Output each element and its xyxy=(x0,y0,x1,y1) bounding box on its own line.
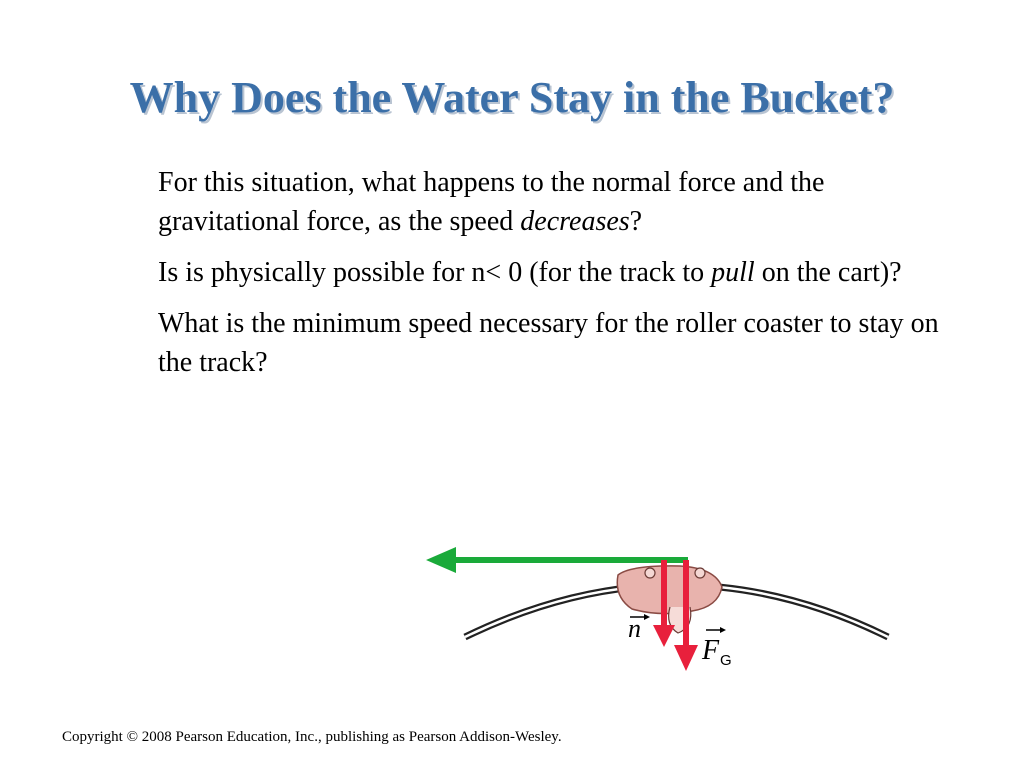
question-3 xyxy=(158,304,958,382)
question-1-emphasis: decreases xyxy=(520,206,630,237)
slide-title: Why Does the Water Stay in the Bucket? xyxy=(129,73,895,122)
normal-force-label xyxy=(628,614,650,643)
question-1-end: ? xyxy=(629,206,643,237)
question-1 xyxy=(158,163,958,241)
normal-force-symbol: n xyxy=(628,614,641,643)
question-3-text: What is the minimum speed necessary for the roller coaster to stay on the track? xyxy=(158,308,939,378)
question-2 xyxy=(158,253,958,292)
gravity-force-subscript: G xyxy=(720,652,732,669)
gravity-force-symbol: F xyxy=(702,635,720,666)
gravity-force-label xyxy=(701,627,732,669)
roller-coaster-diagram xyxy=(410,535,910,685)
question-2-emphasis: pull xyxy=(711,257,755,288)
copyright-footer: Copyright © 2008 Pearson Education, Inc., publishing as Pearson Addison-Wesley. xyxy=(62,729,562,745)
question-2-text: Is is physically possible for n< 0 (for the track to xyxy=(158,257,712,288)
question-2-end: on the cart)? xyxy=(754,257,902,288)
slide-body xyxy=(158,163,958,394)
question-1-text: For this situation, what happens to the normal force and the gravitational force, as the speed xyxy=(158,167,825,237)
